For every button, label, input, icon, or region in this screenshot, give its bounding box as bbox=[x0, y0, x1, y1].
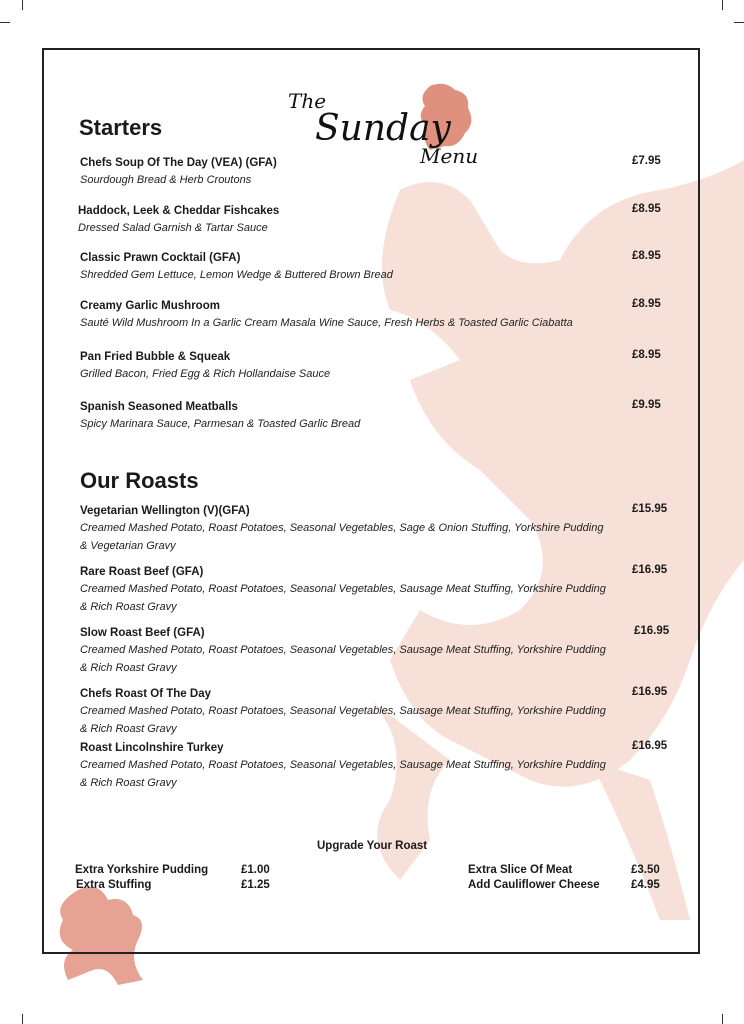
section-title-roasts: Our Roasts bbox=[80, 468, 199, 493]
item-name: Pan Fried Bubble & Squeak bbox=[80, 351, 231, 363]
crop-mark bbox=[734, 22, 744, 23]
item-name: Rare Roast Beef (GFA) bbox=[80, 566, 204, 578]
item-price: £15.95 bbox=[632, 503, 668, 515]
menu-item bbox=[80, 250, 680, 284]
menu-item bbox=[80, 564, 680, 616]
item-name: Haddock, Leek & Cheddar Fishcakes bbox=[78, 205, 280, 217]
item-price: £8.95 bbox=[632, 250, 661, 262]
item-price: £8.95 bbox=[632, 298, 661, 310]
item-name: Vegetarian Wellington (V)(GFA) bbox=[80, 505, 250, 517]
item-name: Slow Roast Beef (GFA) bbox=[80, 627, 205, 639]
upgrade-item-price: £1.25 bbox=[241, 879, 270, 891]
item-price: £16.95 bbox=[634, 625, 670, 637]
item-name: Roast Lincolnshire Turkey bbox=[80, 742, 224, 754]
item-price: £16.95 bbox=[632, 564, 668, 576]
item-description: Creamed Mashed Potato, Roast Potatoes, Seasonal Vegetables, Sage & Onion Stuffing, Yorkshire Pudding & Vegetarian Gravy bbox=[80, 522, 604, 552]
crop-mark bbox=[0, 22, 10, 23]
item-description: Sauté Wild Mushroom In a Garlic Cream Masala Wine Sauce, Fresh Herbs & Toasted Garlic Ciabatta bbox=[80, 317, 573, 329]
menu-item bbox=[80, 625, 680, 677]
svg-text:The: The bbox=[288, 89, 327, 113]
item-description: Grilled Bacon, Fried Egg & Rich Hollandaise Sauce bbox=[80, 368, 331, 380]
svg-text:Sunday: Sunday bbox=[315, 108, 451, 149]
upgrade-title: Upgrade Your Roast bbox=[317, 840, 428, 852]
upgrade-item-price: £4.95 bbox=[631, 879, 660, 891]
item-price: £8.95 bbox=[632, 349, 661, 361]
item-description: Creamed Mashed Potato, Roast Potatoes, Seasonal Vegetables, Sausage Meat Stuffing, Yorkshire Pudding & Rich Roast Gravy bbox=[80, 583, 606, 613]
menu-item bbox=[80, 349, 680, 383]
item-price: £7.95 bbox=[632, 155, 661, 167]
crop-mark bbox=[22, 0, 23, 10]
upgrade-item-name: Extra Stuffing bbox=[76, 879, 152, 891]
menu-item bbox=[80, 298, 680, 332]
item-description: Spicy Marinara Sauce, Parmesan & Toasted Garlic Bread bbox=[80, 418, 361, 430]
menu-item bbox=[80, 503, 680, 555]
item-price: £16.95 bbox=[632, 740, 668, 752]
upgrade-item-price: £1.00 bbox=[241, 864, 270, 876]
upgrade-item-name: Extra Yorkshire Pudding bbox=[75, 864, 209, 876]
section-title-starters: Starters bbox=[79, 115, 163, 140]
item-name: Spanish Seasoned Meatballs bbox=[80, 401, 238, 413]
crop-mark bbox=[722, 0, 723, 10]
item-description: Sourdough Bread & Herb Croutons bbox=[80, 174, 252, 186]
item-price: £9.95 bbox=[632, 399, 661, 411]
item-description: Creamed Mashed Potato, Roast Potatoes, Seasonal Vegetables, Sausage Meat Stuffing, Yorkshire Pudding & Rich Roast Gravy bbox=[80, 705, 606, 735]
item-name: Classic Prawn Cocktail (GFA) bbox=[80, 252, 241, 264]
crop-mark bbox=[722, 1014, 723, 1024]
menu-item bbox=[80, 399, 680, 433]
menu-item bbox=[80, 686, 680, 738]
item-description: Shredded Gem Lettuce, Lemon Wedge & Buttered Brown Bread bbox=[80, 269, 393, 281]
menu-item bbox=[78, 203, 678, 237]
item-name: Chefs Roast Of The Day bbox=[80, 688, 211, 700]
item-price: £8.95 bbox=[632, 203, 661, 215]
item-description: Creamed Mashed Potato, Roast Potatoes, Seasonal Vegetables, Sausage Meat Stuffing, Yorkshire Pudding & Rich Roast Gravy bbox=[80, 644, 606, 674]
item-description: Dressed Salad Garnish & Tartar Sauce bbox=[78, 222, 268, 234]
item-name: Chefs Soup Of The Day (VEA) (GFA) bbox=[80, 157, 277, 169]
upgrade-item-price: £3.50 bbox=[631, 864, 660, 876]
menu-item bbox=[80, 740, 680, 792]
upgrade-item-name: Extra Slice Of Meat bbox=[468, 864, 573, 876]
item-name: Creamy Garlic Mushroom bbox=[80, 300, 220, 312]
item-price: £16.95 bbox=[632, 686, 668, 698]
menu-item bbox=[80, 155, 680, 189]
item-description: Creamed Mashed Potato, Roast Potatoes, Seasonal Vegetables, Sausage Meat Stuffing, Yorkshire Pudding & Rich Roast Gravy bbox=[80, 759, 606, 789]
crop-mark bbox=[22, 1014, 23, 1024]
upgrade-item-name: Add Cauliflower Cheese bbox=[468, 879, 600, 891]
svg-text:Menu: Menu bbox=[420, 144, 479, 168]
